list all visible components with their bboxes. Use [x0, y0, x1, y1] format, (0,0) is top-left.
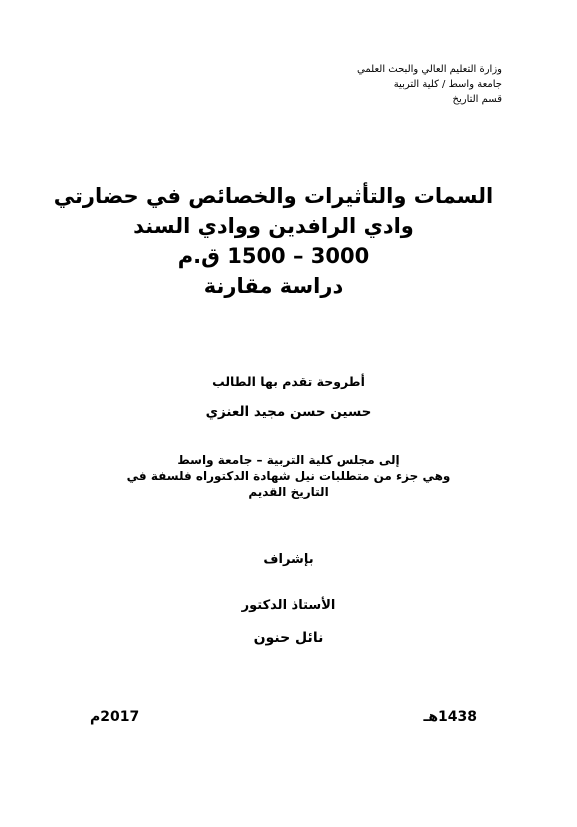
title-line-3: 3000 – 1500 ق.م — [177, 244, 370, 268]
university-line: جامعة واسط / كلية التربية — [393, 79, 502, 90]
hijri-date: 1438هـ — [423, 709, 477, 725]
supervisor-title: الأستاذ الدكتور — [241, 598, 336, 613]
thesis-title — [40, 181, 507, 301]
title-line-2: وادي الرافدين ووادي السند — [133, 214, 414, 238]
supervision-label: بإشراف — [263, 552, 314, 567]
gregorian-date: 2017م — [90, 709, 140, 725]
department-line: قسم التاريخ — [452, 94, 502, 105]
ministry-header — [202, 62, 502, 107]
council-line-3: التاريخ القديم — [248, 485, 329, 499]
council-line-2: وهي جزء من متطلبات نيل شهادة الدكتوراه فلسفة في — [126, 469, 451, 483]
ministry-line: وزارة التعليم العالي والبحث العلمي — [357, 64, 502, 75]
council-statement — [60, 452, 517, 500]
title-line-1: السمات والتأثيرات والخصائص في حضارتي — [53, 184, 494, 208]
council-line-1: إلى مجلس كلية التربية – جامعة واسط — [177, 453, 400, 467]
student-name: حسين حسن مجيد العنزي — [205, 404, 372, 420]
submission-intro: أطروحة تقدم بها الطالب — [212, 374, 365, 389]
supervisor-name: نائل حنون — [253, 630, 324, 646]
title-line-4: دراسة مقارنة — [203, 274, 344, 298]
